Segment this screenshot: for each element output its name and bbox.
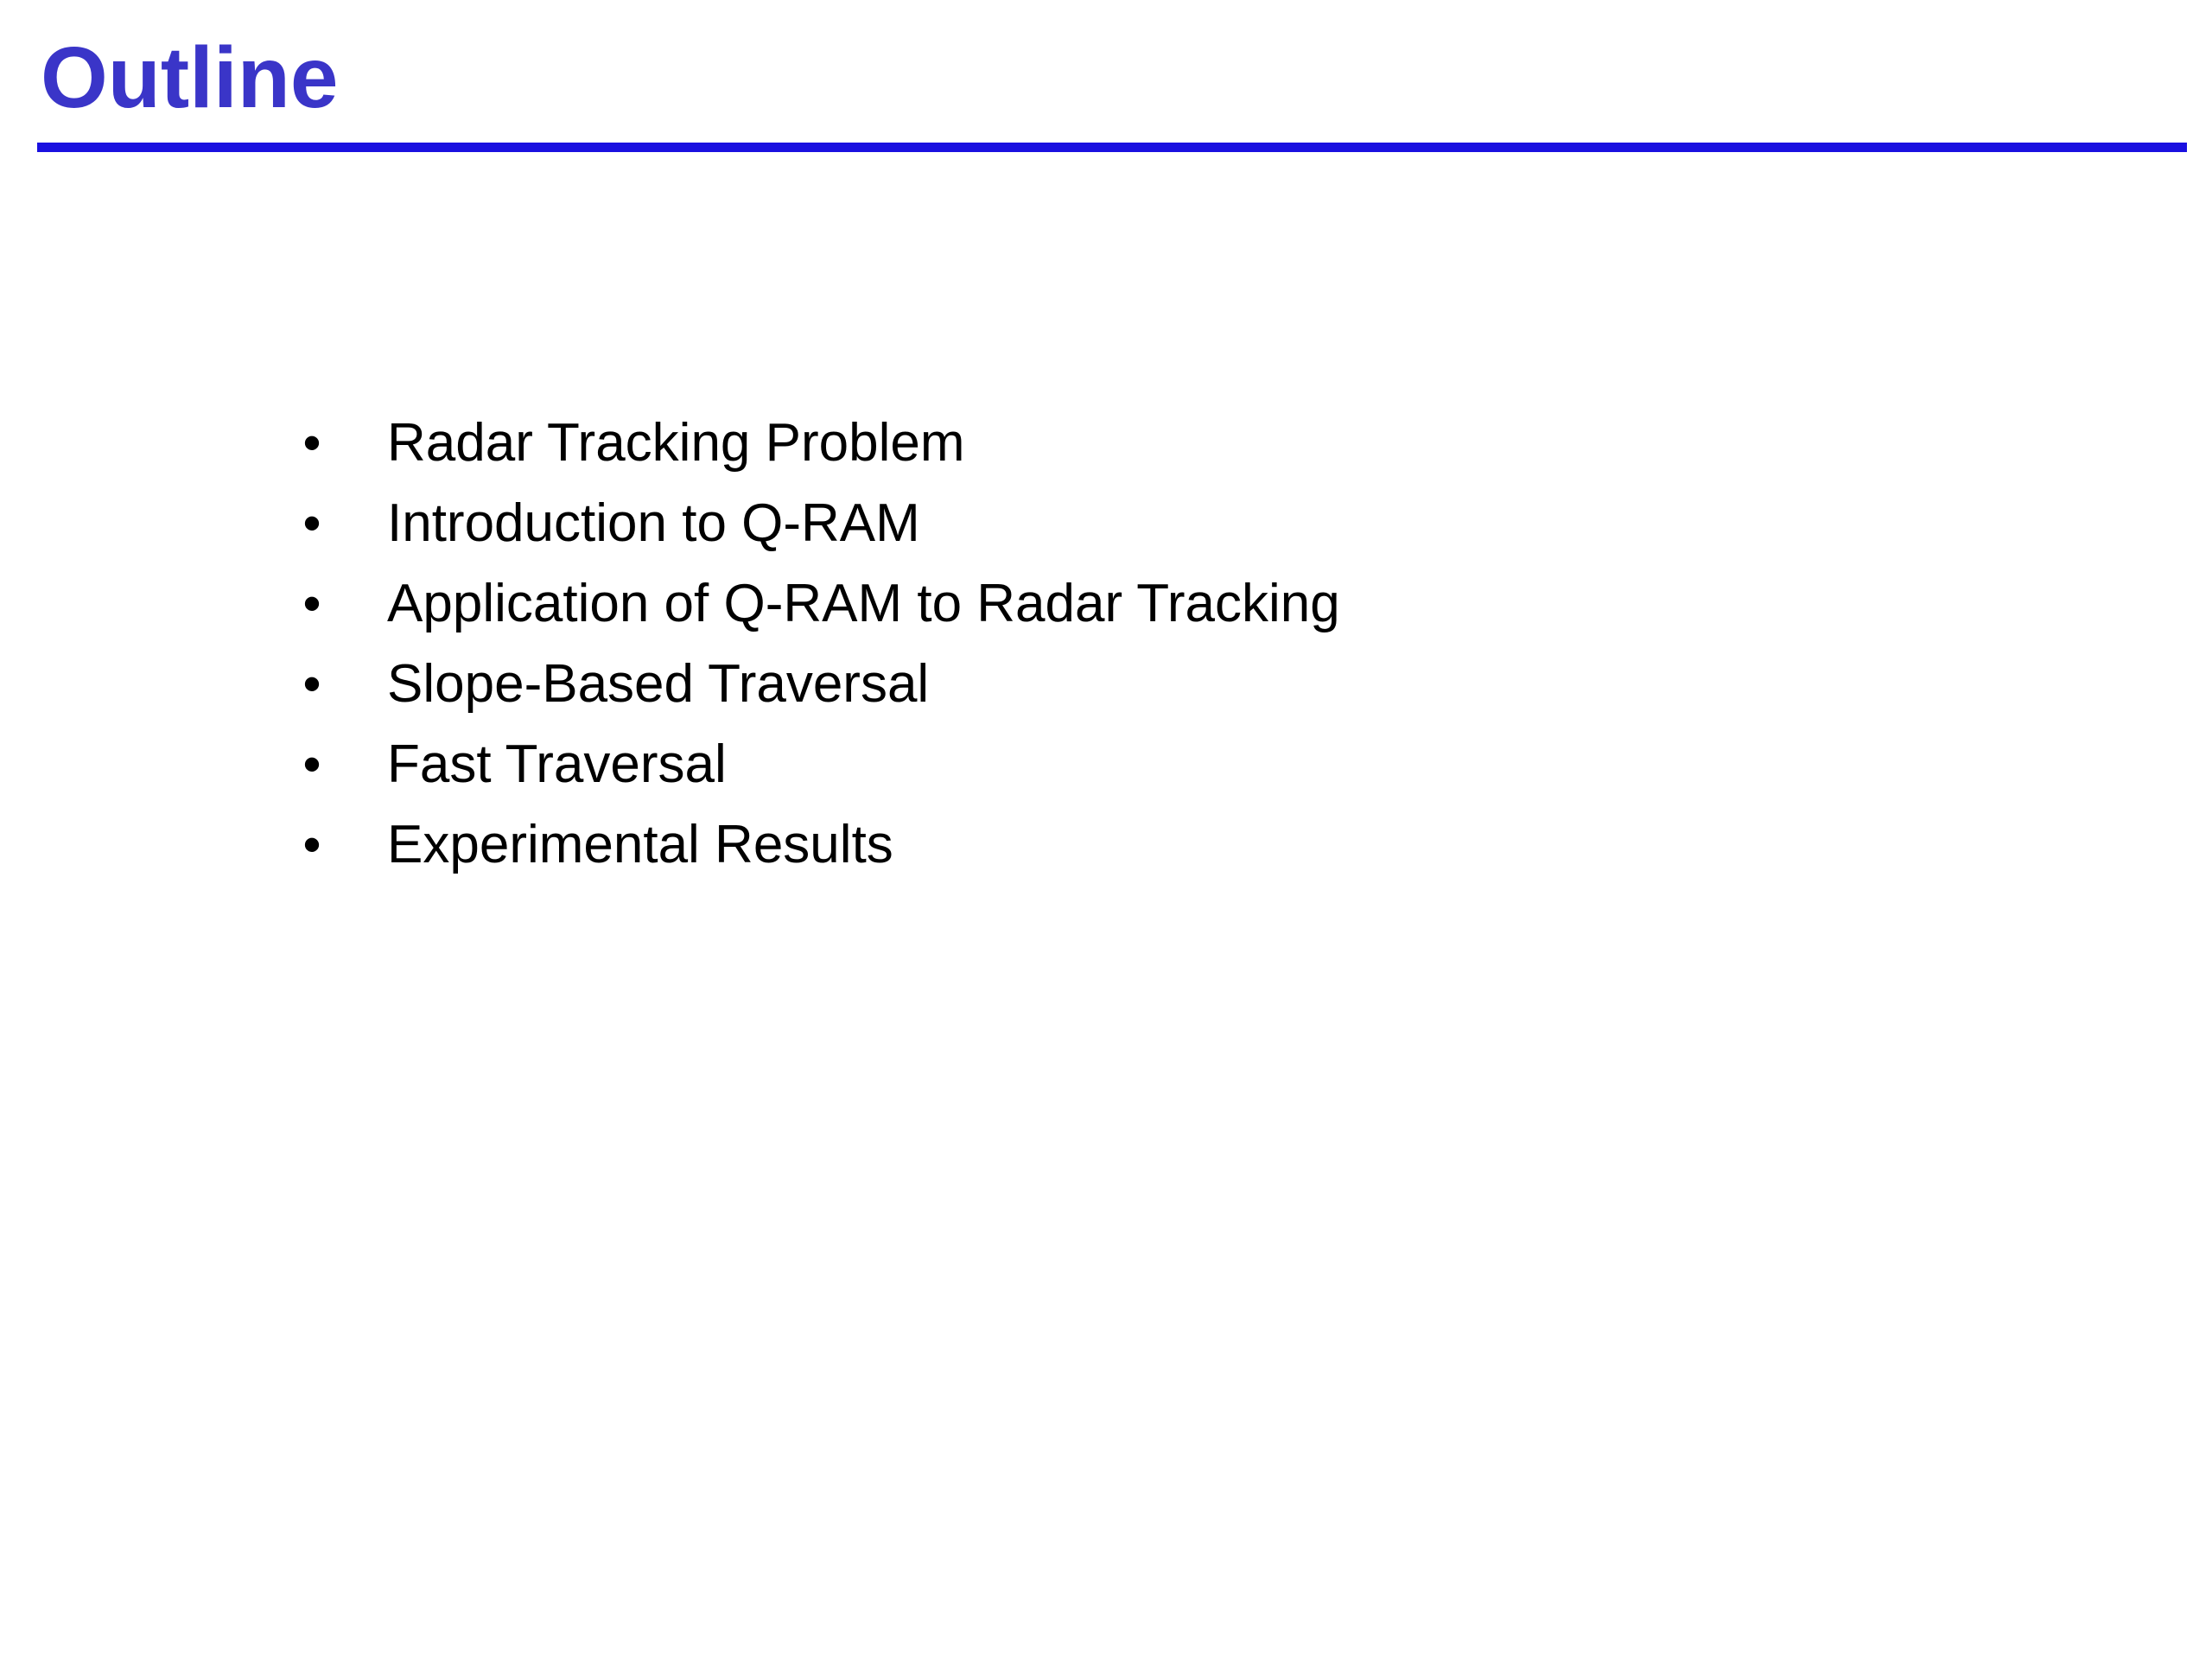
bullet-icon: • xyxy=(302,816,321,874)
title-underline xyxy=(37,143,2187,152)
bullet-icon: • xyxy=(302,494,321,552)
list-item-text: Experimental Results xyxy=(387,815,893,874)
bullet-icon: • xyxy=(302,735,321,793)
list-item-text: Application of Q-RAM to Radar Tracking xyxy=(387,574,1340,633)
bullet-icon: • xyxy=(302,655,321,713)
list-item-text: Fast Traversal xyxy=(387,734,727,794)
list-item-text: Introduction to Q-RAM xyxy=(387,493,920,553)
bullet-icon: • xyxy=(302,575,321,632)
list-item-text: Radar Tracking Problem xyxy=(387,413,965,473)
slide-title: Outline xyxy=(41,29,339,126)
list-item-text: Slope-Based Traversal xyxy=(387,654,930,714)
bullet-icon: • xyxy=(302,414,321,472)
